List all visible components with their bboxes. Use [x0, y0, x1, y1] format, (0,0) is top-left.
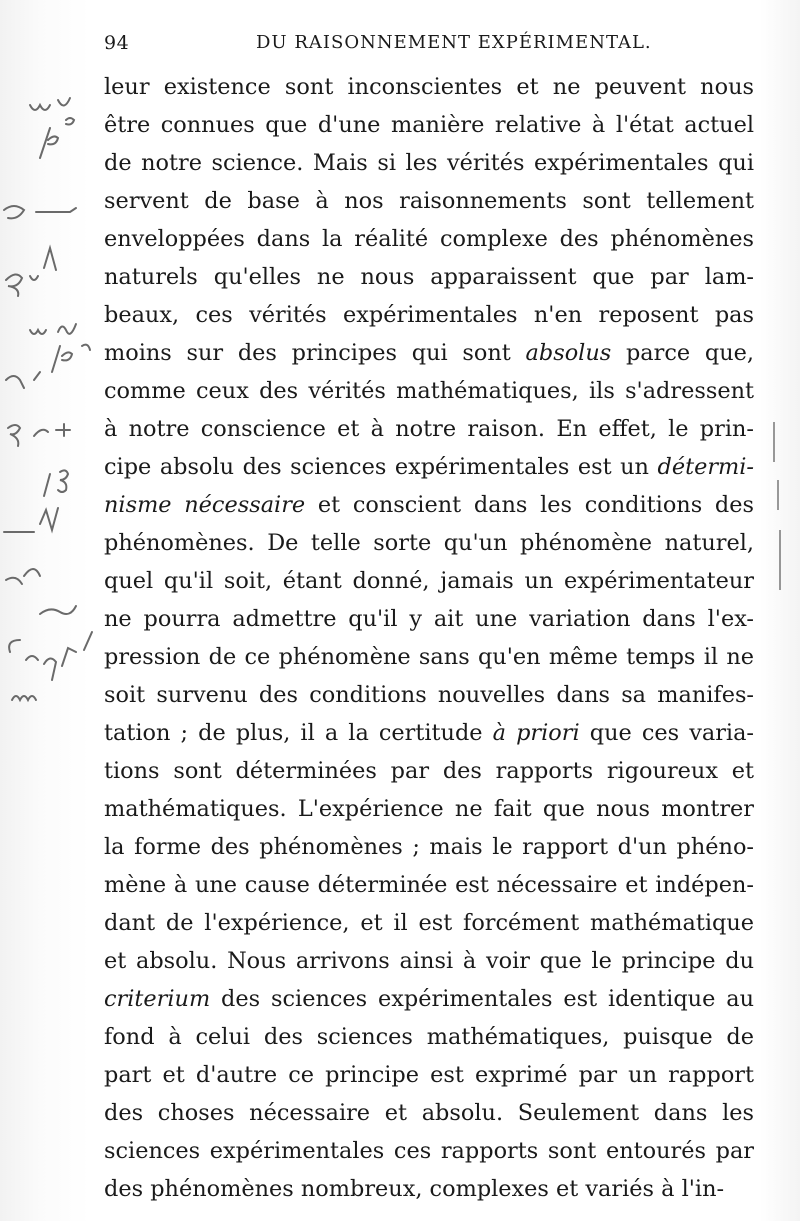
text-line: [104, 144, 754, 182]
page-number: 94: [104, 32, 130, 54]
text-segment: tation ; de plus, il a la certitude: [104, 720, 493, 746]
text-line: [104, 106, 754, 144]
text-segment: et conscient dans les conditions des: [305, 492, 754, 518]
text-line: [104, 1056, 754, 1094]
text-segment: mathématiques. L'expérience ne fait que nous montrer: [104, 796, 754, 822]
text-line: [104, 486, 754, 524]
italic-term: nisme nécessaire: [104, 492, 306, 518]
text-line: [104, 790, 754, 828]
text-line: [104, 638, 754, 676]
text-line: [104, 448, 754, 486]
text-segment: des phénomènes nombreux, complexes et variés à l'in-: [104, 1176, 725, 1202]
text-segment: part et d'autre ce principe est exprimé par un rapport: [104, 1062, 754, 1088]
text-line: [104, 334, 754, 372]
text-segment: mène à une cause déterminée est nécessaire et indépen-: [104, 872, 754, 898]
text-line: [104, 258, 754, 296]
text-segment: pression de ce phénomène sans qu'en même temps il ne: [104, 644, 754, 670]
text-segment: dant de l'expérience, et il est forcément mathématique: [104, 910, 754, 936]
text-segment: être connues que d'une manière relative à l'état actuel: [104, 112, 754, 138]
text-segment: naturels qu'elles ne nous apparaissent que par lam-: [104, 264, 754, 290]
text-segment: parce que,: [611, 340, 754, 366]
text-segment: tions sont déterminées par des rapports rigoureux et: [104, 758, 754, 784]
text-segment: quel qu'il soit, étant donné, jamais un expérimentateur: [104, 568, 754, 594]
edge-pencil-marks: [760, 410, 800, 610]
text-segment: enveloppées dans la réalité complexe des phénomènes: [104, 226, 754, 252]
text-line: [104, 220, 754, 258]
text-segment: à notre conscience et à notre raison. En effet, le prin-: [104, 416, 754, 442]
text-line: [104, 182, 754, 220]
text-segment: phénomènes. De telle sorte qu'un phénomène naturel,: [104, 530, 754, 556]
text-line: [104, 866, 754, 904]
text-line: [104, 714, 754, 752]
running-title: DU RAISONNEMENT EXPÉRIMENTAL.: [256, 32, 652, 53]
text-segment: de notre science. Mais si les vérités expérimentales qui: [104, 150, 754, 176]
text-segment: leur existence sont inconscientes et ne peuvent nous: [104, 74, 754, 100]
text-segment: soit survenu des conditions nouvelles dans sa manifes-: [104, 682, 754, 708]
text-line: [104, 752, 754, 790]
text-segment: cipe absolu des sciences expérimentales est un: [104, 454, 658, 480]
text-line: [104, 1170, 754, 1208]
text-segment: et absolu. Nous arrivons ainsi à voir que le principe du: [104, 948, 754, 974]
text-line: [104, 410, 754, 448]
text-line: [104, 904, 754, 942]
text-line: [104, 600, 754, 638]
text-segment: sciences expérimentales ces rapports sont entourés par: [104, 1138, 754, 1164]
italic-term: détermi-: [657, 454, 754, 480]
text-line: [104, 524, 754, 562]
text-line: [104, 1132, 754, 1170]
text-segment: fond à celui des sciences mathématiques, puisque de: [104, 1024, 754, 1050]
running-header: [104, 30, 764, 66]
text-segment: que ces varia-: [579, 720, 755, 746]
body-text: [104, 68, 754, 1208]
text-segment: comme ceux des vérités mathématiques, ils s'adressent: [104, 378, 754, 404]
text-line: [104, 942, 754, 980]
handwritten-margin-notes: [0, 80, 110, 720]
text-segment: des choses nécessaire et absolu. Seulement dans les: [104, 1100, 754, 1126]
text-segment: moins sur des principes qui sont: [104, 340, 526, 366]
text-line: [104, 562, 754, 600]
text-segment: ne pourra admettre qu'il y ait une variation dans l'ex-: [104, 606, 754, 632]
text-line: [104, 296, 754, 334]
text-segment: servent de base à nos raisonnements sont tellement: [104, 188, 754, 214]
text-line: [104, 980, 754, 1018]
text-line: [104, 372, 754, 410]
italic-term: à priori: [492, 720, 580, 746]
italic-term: absolus: [525, 340, 612, 366]
text-line: [104, 68, 754, 106]
text-segment: beaux, ces vérités expérimentales n'en reposent pas: [104, 302, 754, 328]
text-line: [104, 828, 754, 866]
text-segment: la forme des phénomènes ; mais le rapport d'un phéno-: [104, 834, 754, 860]
text-line: [104, 1018, 754, 1056]
text-line: [104, 1094, 754, 1132]
italic-term: criterium: [104, 986, 211, 1012]
text-segment: des sciences expérimentales est identique au: [210, 986, 754, 1012]
text-line: [104, 676, 754, 714]
